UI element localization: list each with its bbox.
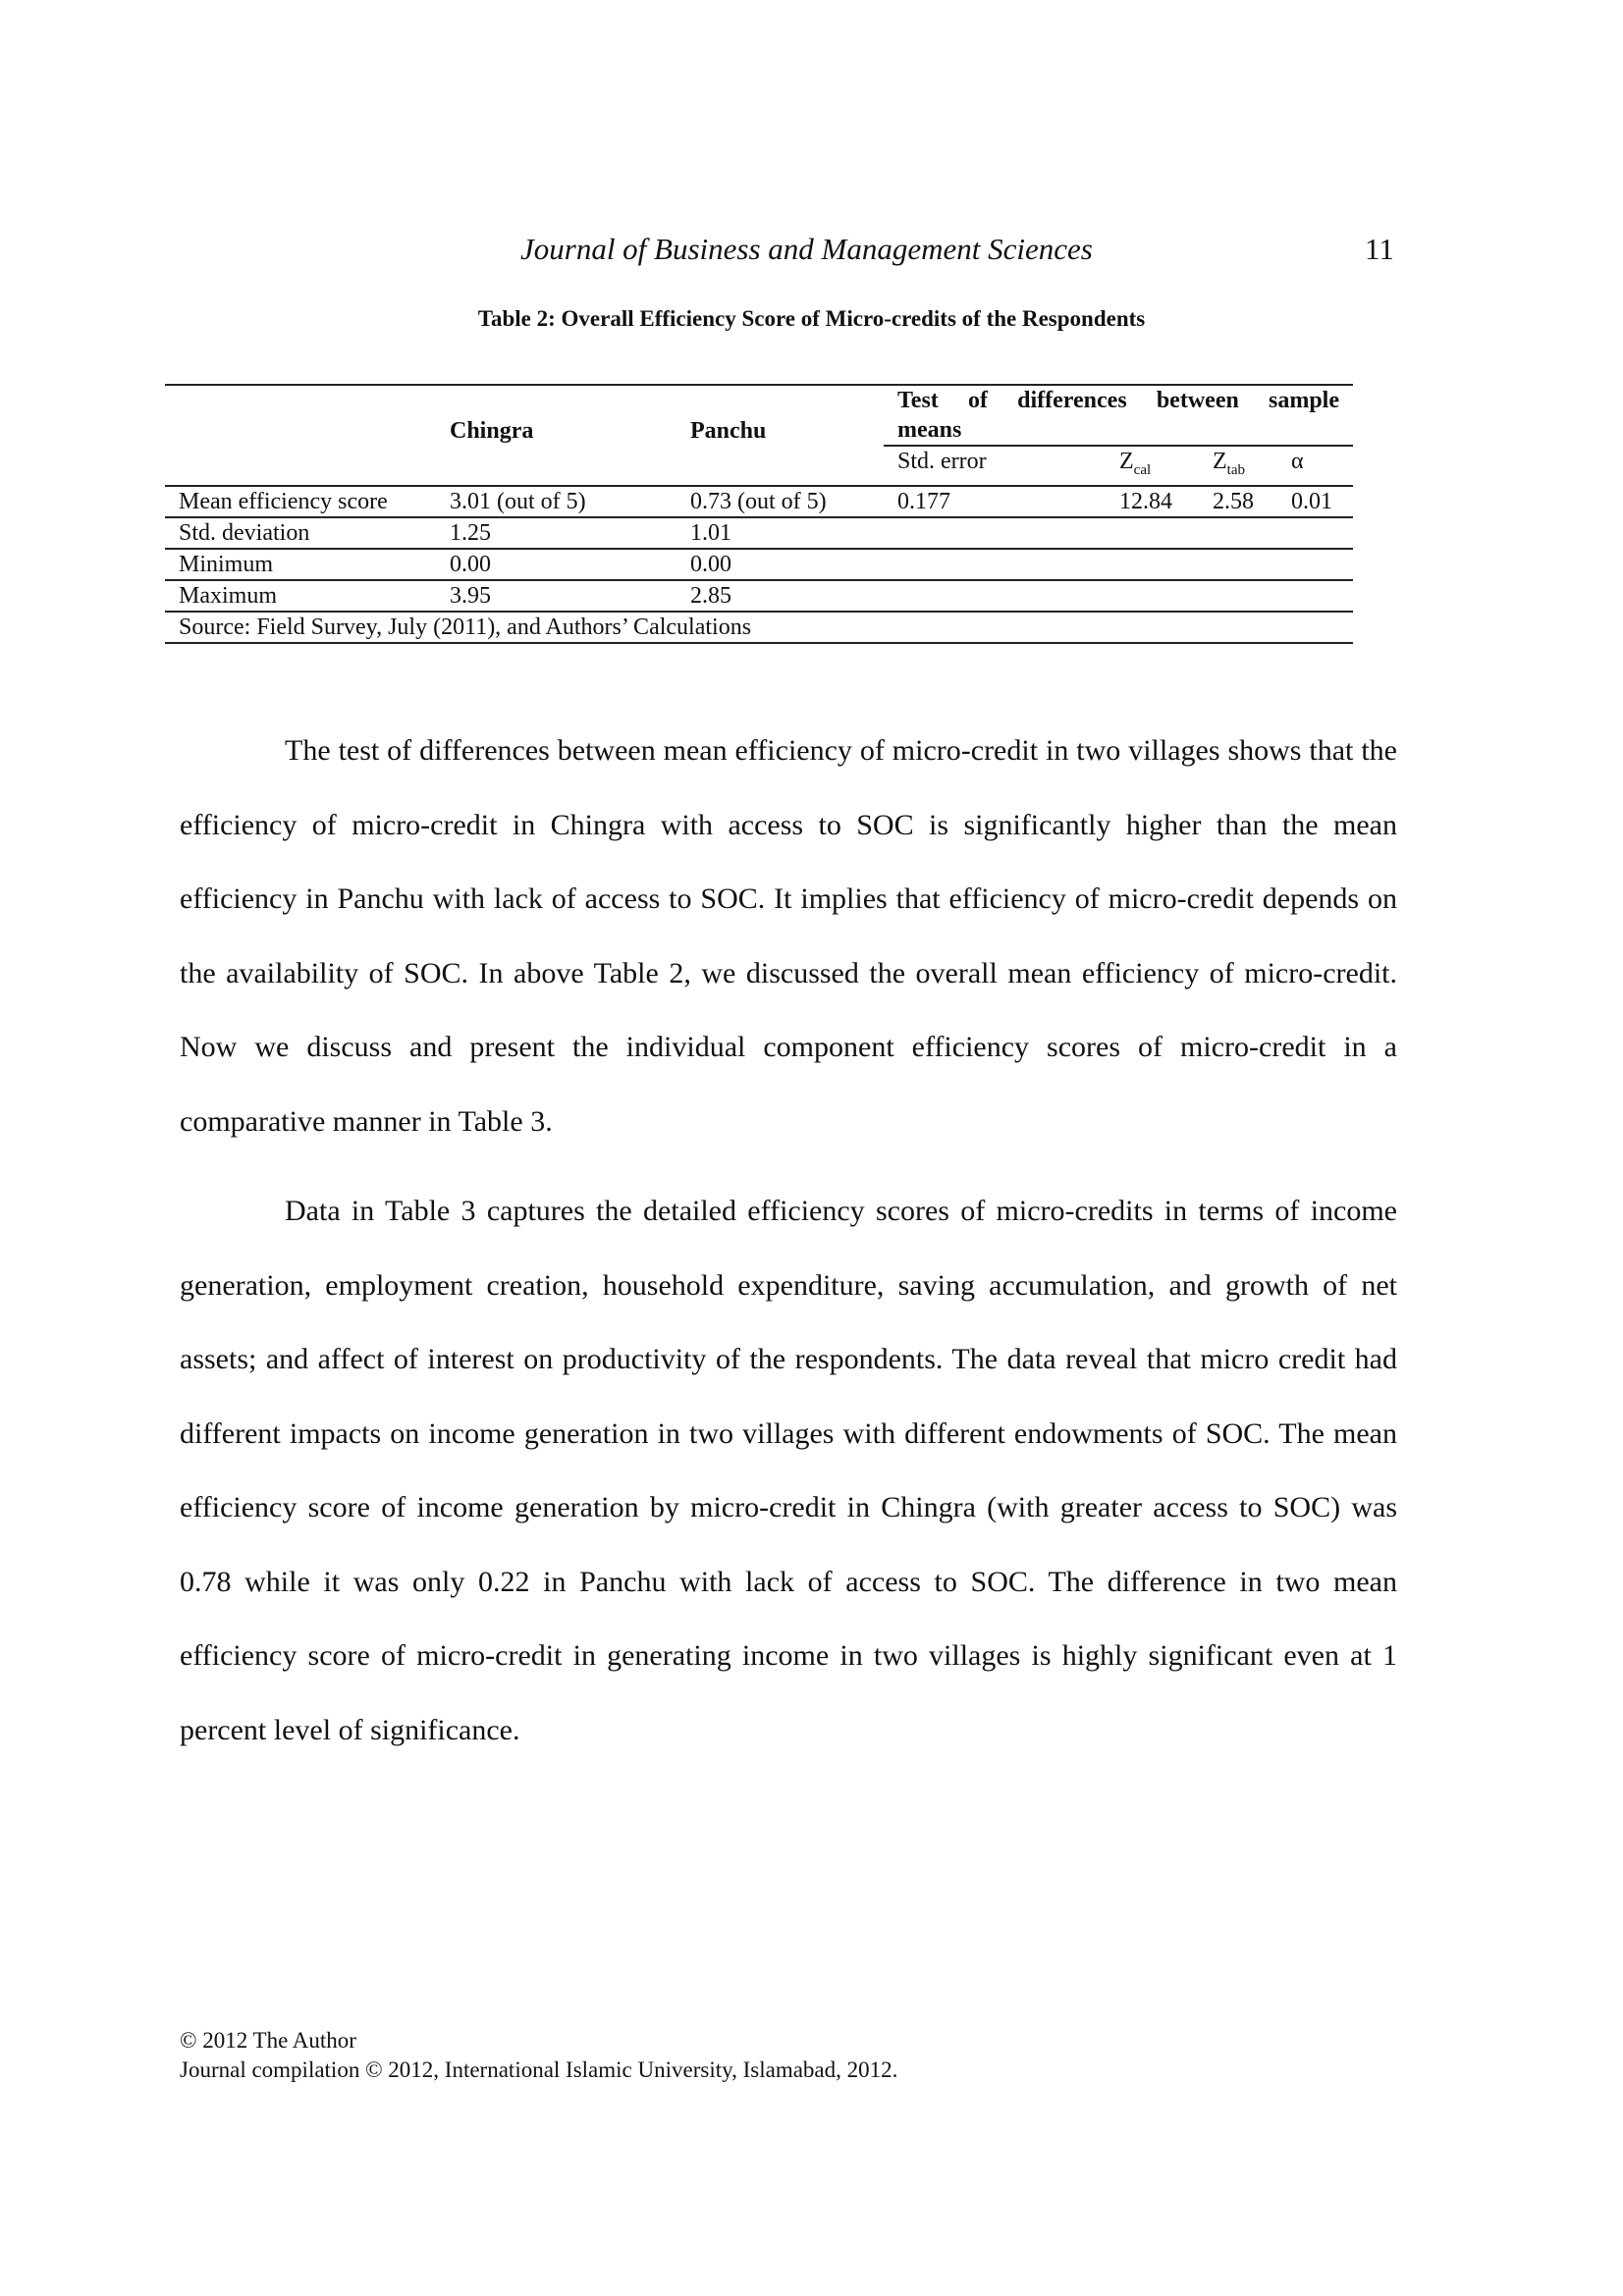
- subheader-std-error: Std. error: [884, 446, 1106, 486]
- cell-chingra: 0.00: [436, 549, 676, 580]
- cell-alpha: 0.01: [1277, 486, 1353, 517]
- table-caption: Table 2: Overall Efficiency Score of Micro-credits of the Respondents: [477, 306, 1146, 331]
- running-head: [0, 232, 1623, 271]
- subheader-alpha: α: [1277, 446, 1353, 486]
- table-header-row: [165, 385, 1353, 415]
- subheader-ztab: $Z_{tab}$: [1199, 446, 1277, 486]
- table-subheader-row: [165, 446, 1353, 486]
- cell-panchu: 0.73 (out of 5): [676, 486, 884, 517]
- row-label: Mean efficiency score: [165, 486, 436, 517]
- cell-ztab: 2.58: [1199, 486, 1277, 517]
- table-source: Source: Field Survey, July (2011), and Authors’ Calculations: [165, 612, 1353, 643]
- table-row: [165, 517, 1353, 549]
- body-paragraph-1: The test of differences between mean efficiency of micro-credit in two villages shows that the efficiency of micro-credit in Chingra with access to SOC is significantly higher than the mean efficiency in Panchu with lack of access to SOC. It implies that efficiency of micro-credit depends on the availability of SOC. In above Table 2, we discussed the overall mean efficiency of micro-credit. Now we discuss and present the individual component efficiency scores of micro-credit in a comparative manner in Table 3.: [180, 734, 1397, 1138]
- header-panchu: Panchu: [676, 385, 884, 446]
- cell-panchu: 0.00: [676, 549, 884, 580]
- row-label: Minimum: [165, 549, 436, 580]
- table-row: [165, 486, 1353, 517]
- page-number: 11: [1365, 232, 1394, 266]
- cell-panchu: 2.85: [676, 580, 884, 612]
- efficiency-table: [165, 384, 1353, 644]
- cell-zcal: 12.84: [1106, 486, 1199, 517]
- cell-std-error: 0.177: [884, 486, 1106, 517]
- header-test-means: means: [897, 417, 962, 443]
- table-source-row: [165, 612, 1353, 643]
- row-label: Std. deviation: [165, 517, 436, 549]
- cell-panchu: 1.01: [676, 517, 884, 549]
- footer-line-2: Journal compilation © 2012, International Islamic University, Islamabad, 2012.: [180, 2057, 898, 2082]
- body-paragraph-2: Data in Table 3 captures the detailed efficiency scores of micro-credits in terms of income generation, employment creation, household expenditure, saving accumulation, and growth of net assets; and affect of interest on productivity of the respondents. The data reveal that micro credit had different impacts on income generation in two villages with different endowments of SOC. The mean efficiency score of income generation by micro-credit in Chingra (with greater access to SOC) was 0.78 while it was only 0.22 in Panchu with lack of access to SOC. The difference in two mean efficiency score of micro-credit in generating income in two villages is highly significant even at 1 percent level of significance.: [180, 1195, 1397, 1746]
- footer-line-1: © 2012 The Author: [180, 2028, 356, 2053]
- table-row: [165, 580, 1353, 612]
- header-empty: [165, 385, 436, 446]
- cell-chingra: 3.95: [436, 580, 676, 612]
- header-test-differences: Test of differences between sample: [884, 385, 1353, 415]
- cell-chingra: 3.01 (out of 5): [436, 486, 676, 517]
- header-chingra: Chingra: [436, 385, 676, 446]
- cell-chingra: 1.25: [436, 517, 676, 549]
- journal-title: Journal of Business and Management Sciences: [520, 232, 1093, 266]
- copyright-footer: [180, 2026, 897, 2085]
- row-label: Maximum: [165, 580, 436, 612]
- subheader-zcal: $Z_{cal}$: [1106, 446, 1199, 486]
- table-row: [165, 549, 1353, 580]
